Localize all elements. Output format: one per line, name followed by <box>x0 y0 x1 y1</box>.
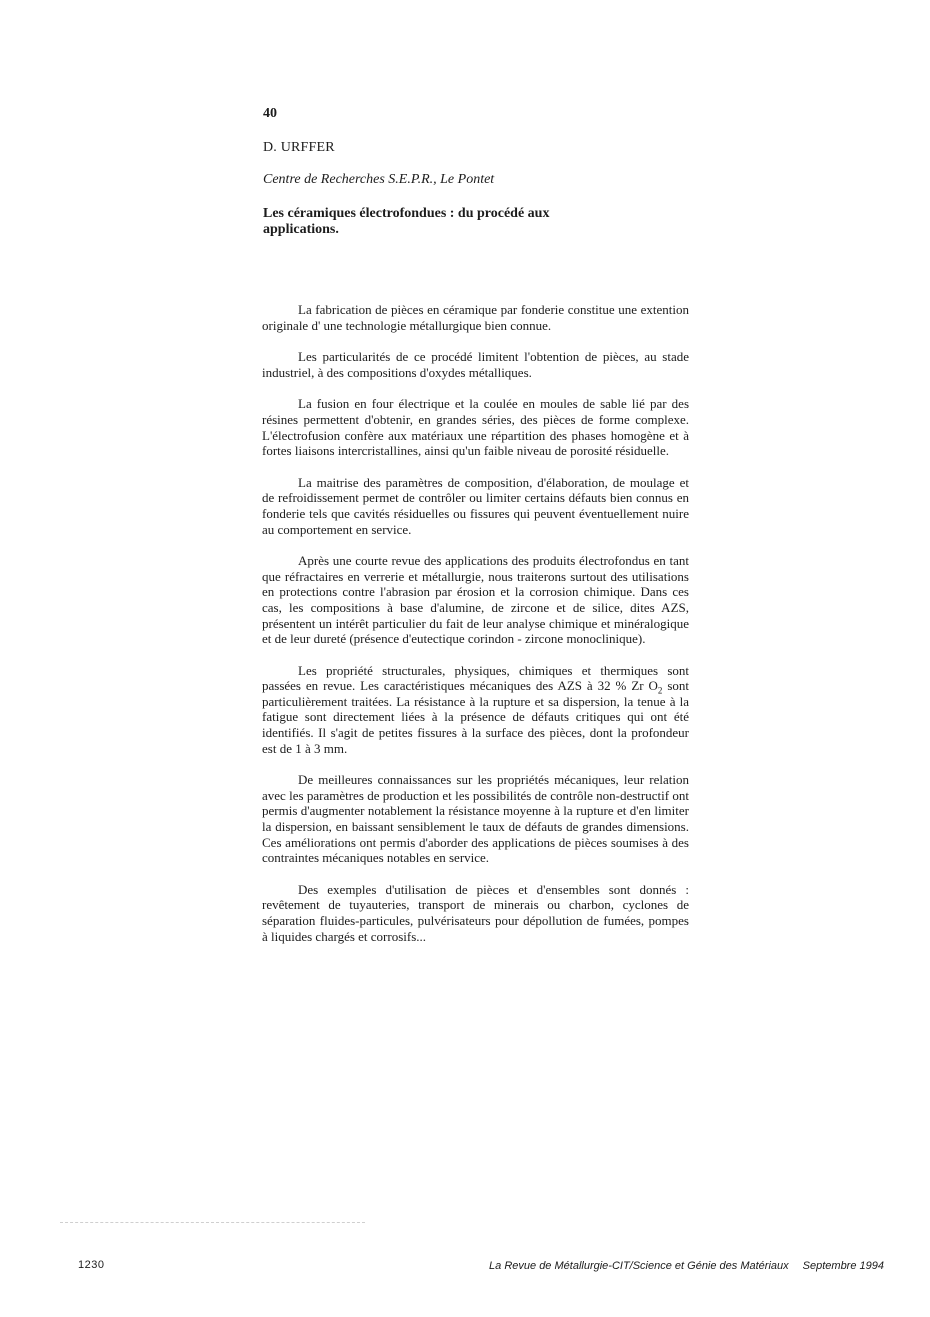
abstract-number: 40 <box>263 106 277 121</box>
journal-date: Septembre 1994 <box>802 1260 884 1272</box>
abstract-title: Les céramiques électrofondues : du procédé aux applications. <box>263 206 550 237</box>
paragraph-6 <box>262 663 689 757</box>
journal-name: La Revue de Métallurgie-CIT/Science et Génie des Matériaux <box>489 1260 789 1272</box>
paragraph-1: La fabrication de pièces en céramique par fonderie constitue une extention originale d' une technologie métallurgique bien connue. <box>262 302 689 333</box>
journal-footer <box>489 1260 884 1272</box>
paragraph-6-end: sont particulièrement traitées. La résistance à la rupture et sa dispersion, la tenue à la fatigue sont directement liées à la présence de défauts critiques qui ont été identifiés. Il s'agit de petites fissures à la surface des pièces, dont la profondeur est de 1 à 3 mm. <box>262 678 690 756</box>
paragraph-3: La fusion en four électrique et la coulée en moules de sable lié par des résines permettent d'obtenir, en grandes séries, des pièces de forme complexe. L'électrofusion confère aux matériaux une répartition des phases homogène et à fortes liaisons intercristallines, ainsi qu'un faible niveau de porosité résiduelle. <box>262 396 689 459</box>
paragraph-4: La maitrise des paramètres de composition, d'élaboration, de moulage et de refroidissement permet de contrôler ou limiter certains défauts bien connus en fonderie tels que cavités résiduelles ou fissures qui peuvent éventuellement nuire au comportement en service. <box>262 474 689 537</box>
page-number: 1230 <box>78 1259 105 1271</box>
paragraph-5: Après une courte revue des applications des produits électrofondus en tant que réfractaires en verrerie et métallurgie, nous traiterons surtout des utilisations en protections contre l'abrasion par érosion et la corrosion chimique. Dans ces cas, les compositions à base d'alumine, de zircone et de silice, dites AZS, présentent un intérêt particulier du fait de leur analyse chimique et minéralogique et de leur dureté (présence d'eutectique corindon - zircone monoclinique). <box>262 553 689 647</box>
paragraph-6-start: Les propriété structurales, physiques, chimiques et thermiques sont passées en revue. Les caractéristiques mécaniques des AZS à 32 % Zr O <box>262 662 689 694</box>
author-affiliation: Centre de Recherches S.E.P.R., Le Pontet <box>263 172 495 187</box>
footer-divider <box>60 1222 365 1223</box>
paragraph-8: Des exemples d'utilisation de pièces et d'ensembles sont donnés : revêtement de tuyauteries, transport de minerais ou charbon, cyclones de séparation fluides-particules, pulvérisateurs pour dépollution de fumées, pompes à liquides chargés et corrosifs... <box>262 881 689 944</box>
abstract-body <box>262 302 689 960</box>
author-name: D. URFFER <box>263 140 335 155</box>
oxygen-subscript: 2 <box>657 685 663 696</box>
paragraph-2: Les particularités de ce procédé limitent l'obtention de pièces, au stade industriel, à des compositions d'oxydes métalliques. <box>262 349 689 380</box>
paragraph-7: De meilleures connaissances sur les propriétés mécaniques, leur relation avec les paramètres de production et les possibilités de contrôle non-destructif ont permis d'augmenter notablement la résistance moyenne à la rupture et d'en limiter la dispersion, en baissant sensiblement le taux de défauts de grandes dimensions. Ces améliorations ont permis d'aborder des applications de pièces soumises à des contraintes mécaniques notables en service. <box>262 772 689 866</box>
